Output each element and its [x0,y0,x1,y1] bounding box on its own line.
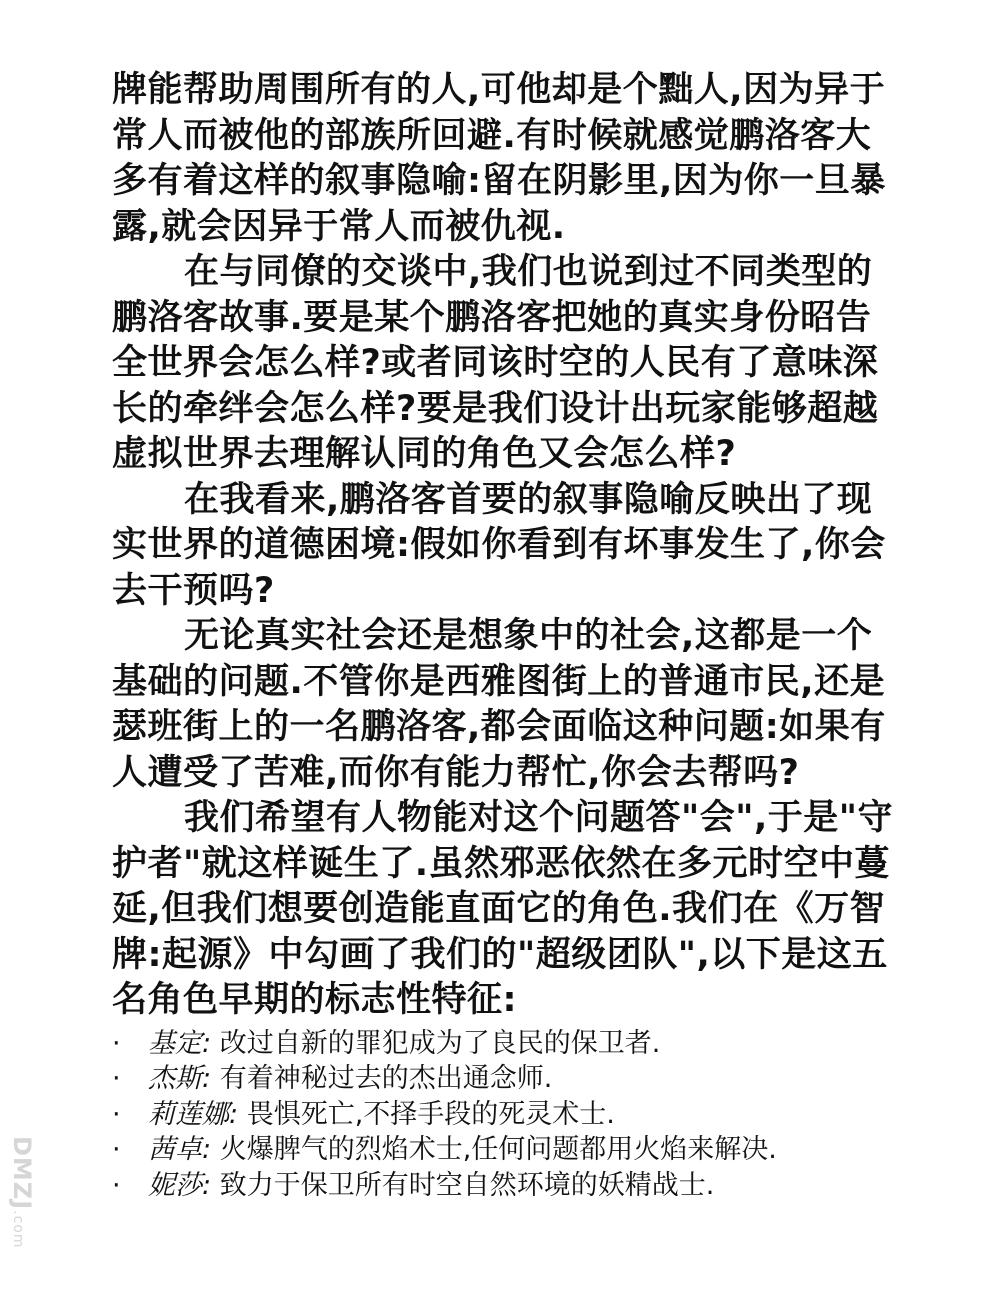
bullet-marker: · [112,1027,121,1059]
list-item-liliana [112,1097,902,1133]
list-item-chandra [112,1132,902,1168]
character-list [112,1026,902,1204]
character-description: 有着神秘过去的杰出通念师. [211,1063,553,1094]
character-description: 畏惧死亡,不择手段的死灵术士. [238,1098,615,1130]
paragraph-1: 牌能帮助周围所有的人,可他却是个黜人,因为异于常人而被他的部族所回避.有时候就感觉鹏洛客大多有着这样的叙事隐喻:留在阴影里,因为你一旦暴露,就会因异于常人而被仇视. [112,70,886,247]
bullet-marker: · [112,1098,121,1130]
character-description: 火爆脾气的烈焰术士,任何问题都用火焰来解决. [211,1134,777,1165]
bullet-marker: · [112,1063,121,1094]
character-description: 致力于保卫所有时空自然环境的妖精战士. [211,1169,715,1201]
character-name: 妮莎: [148,1169,212,1201]
watermark-logo [0,1136,40,1286]
bullet-marker: · [112,1134,121,1165]
paragraph-3: 在我看来,鹏洛客首要的叙事隐喻反映出了现实世界的道德困境:假如你看到有坏事发生了,你会去干预吗? [112,479,886,611]
character-name: 基定: [148,1027,212,1059]
watermark-logo-text: DMZJ [8,1136,36,1211]
character-name: 杰斯: [148,1063,212,1094]
character-name: 莉莲娜: [148,1098,239,1130]
watermark-domain: .com [10,1210,26,1249]
list-item-nissa [112,1168,902,1204]
character-name: 茜卓: [148,1134,212,1165]
watermark-text [8,1136,36,1249]
paragraph-5: 我们希望有人物能对这个问题答"会",于是"守护者"就这样诞生了.虽然邪恶依然在多元时空中蔓延,但我们想要创造能直面它的角色.我们在《万智牌:起源》中勾画了我们的"超级团队",以下是这五名角色早期的标志性特征: [112,798,894,1020]
article-body [112,68,902,1203]
paragraph-4: 无论真实社会还是想象中的社会,这都是一个基础的问题.不管你是西雅图街上的普通市民,还是瑟班街上的一名鹏洛客,都会面临这种问题:如果有人遭受了苦难,而你有能力帮忙,你会去帮吗? [112,616,886,793]
character-description: 改过自新的罪犯成为了良民的保卫者. [211,1027,661,1059]
list-item-gideon [112,1026,902,1062]
list-item-jace [112,1061,902,1097]
paragraph-2: 在与同僚的交谈中,我们也说到过不同类型的鹏洛客故事.要是某个鹏洛客把她的真实身份昭告全世界会怎么样?或者同该时空的人民有了意味深长的牵绊会怎么样?要是我们设计出玩家能够超越虚拟世界去理解认同的角色又会怎么样? [112,252,879,474]
bullet-marker: · [112,1169,121,1201]
